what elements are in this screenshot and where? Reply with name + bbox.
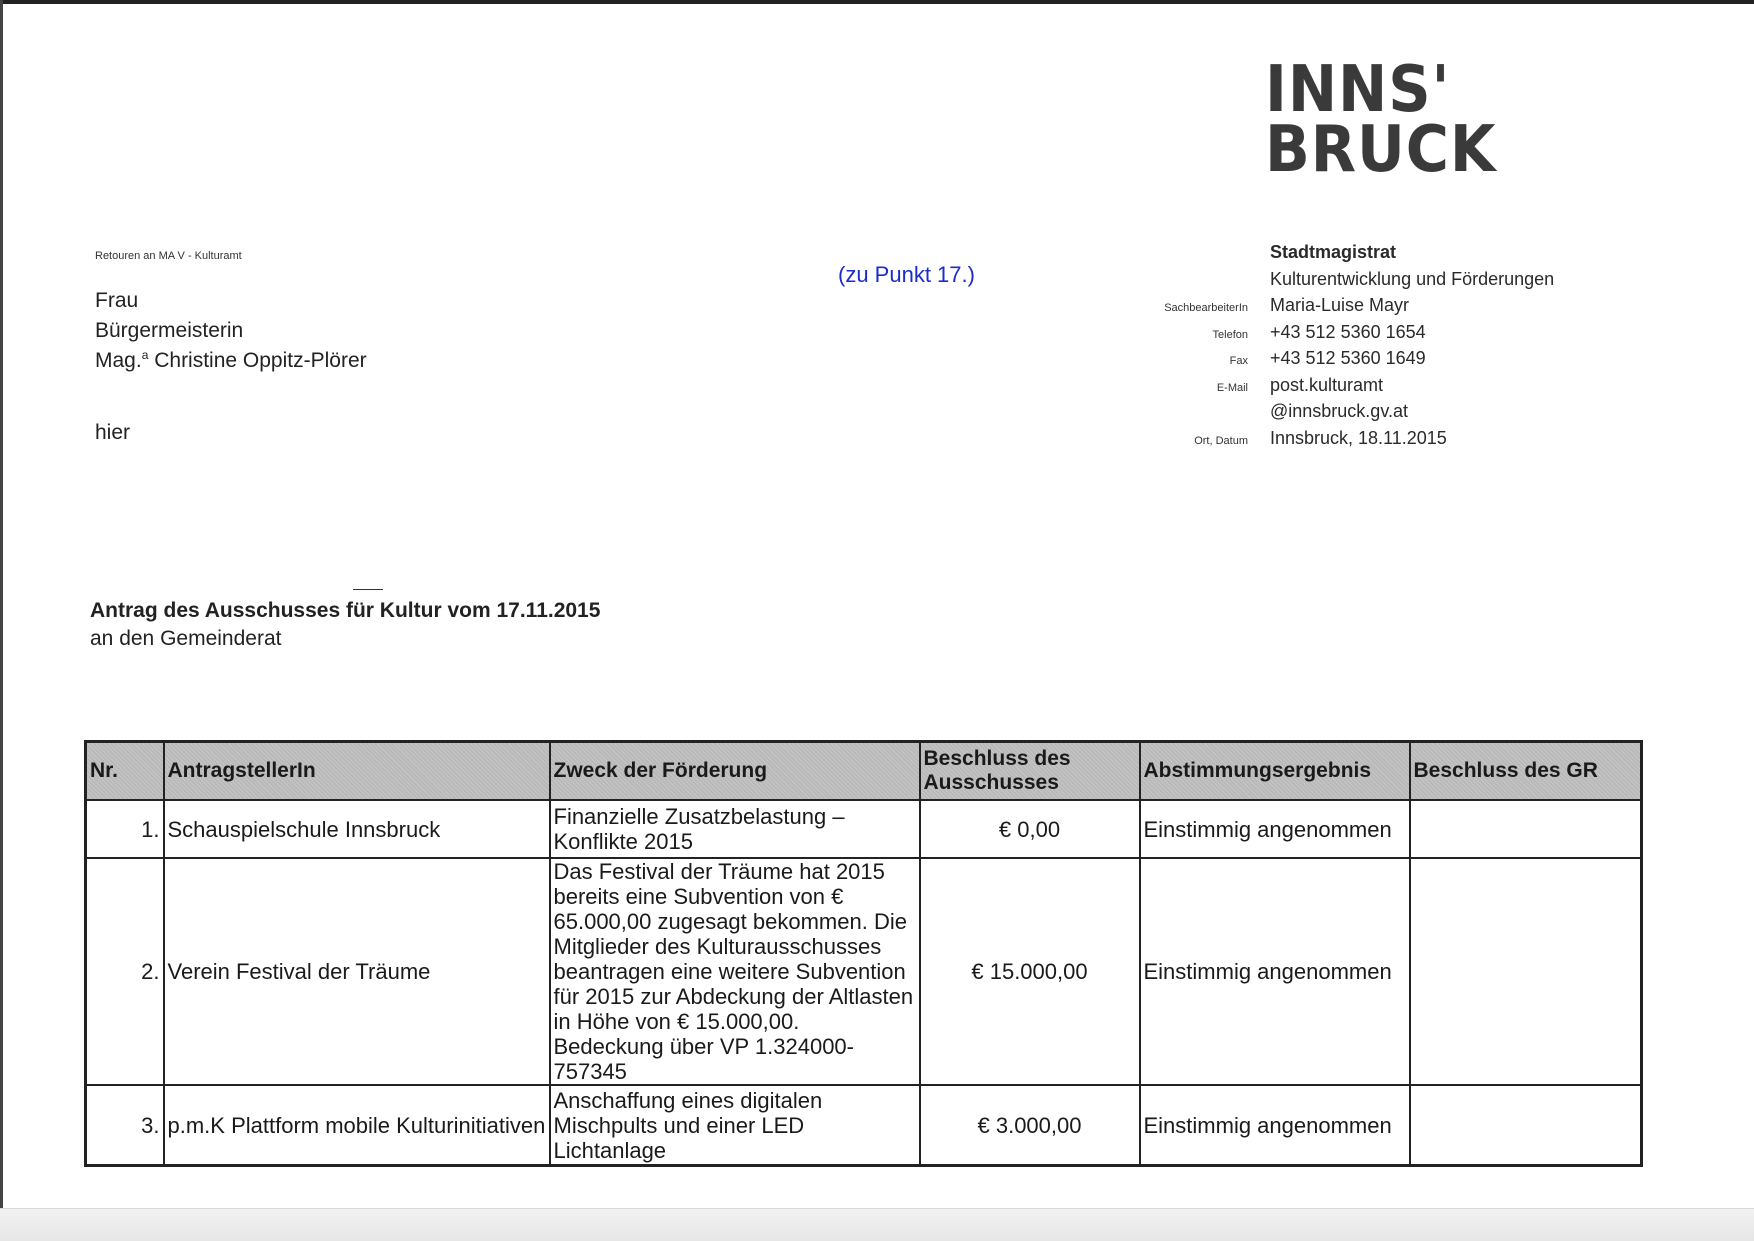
table-row <box>86 800 1642 858</box>
cell-purpose: Das Festival der Träume hat 2015 bereits eine Subvention von € 65.000,00 zugesagt bekommen. Die Mitglieder des Kulturausschusses beantragen eine weitere Subvention für 2015 zur Abdeckung der Altlasten in Höhe von € 15.000,00. Bedeckung über VP 1.324000-757345 <box>550 858 920 1085</box>
subsidy-table <box>84 740 1643 1167</box>
cell-nr: 3. <box>86 1085 164 1166</box>
cell-purpose: Anschaffung eines digitalen Mischpults und einer LED Lichtanlage <box>550 1085 920 1166</box>
cell-applicant: Verein Festival der Träume <box>164 858 550 1085</box>
office-row <box>1150 348 1570 375</box>
subject-subtitle: an den Gemeinderat <box>90 627 282 650</box>
column-header-vote-result: Abstimmungsergebnis <box>1140 742 1410 801</box>
fax-number: +43 512 5360 1649 <box>1270 348 1426 368</box>
email-line-2: @innsbruck.gv.at <box>1270 401 1408 421</box>
column-header-applicant: AntragstellerIn <box>164 742 550 801</box>
logo-line-1: INNS' <box>1265 53 1451 127</box>
recipient-salutation: Frau <box>95 289 139 312</box>
clerk-name: Maria-Luise Mayr <box>1270 295 1410 315</box>
cell-council-decision <box>1410 1085 1642 1166</box>
office-department: Stadtmagistrat <box>1270 242 1397 262</box>
date-label: Ort, Datum <box>1194 434 1248 447</box>
office-row <box>1150 242 1570 269</box>
table-row <box>86 1085 1642 1166</box>
scan-bottom-edge <box>0 1208 1754 1241</box>
recipient-degree: Mag. <box>95 349 142 372</box>
office-info-block <box>1150 242 1570 454</box>
recipient-location: hier <box>95 421 131 444</box>
fax-label: Fax <box>1229 355 1248 367</box>
email-line-1: post.kulturamt <box>1270 374 1384 395</box>
recipient-title: Bürgermeisterin <box>95 319 244 342</box>
page-top-edge <box>0 0 1754 4</box>
recipient-name <box>95 346 367 376</box>
recipient-fullname: Christine Oppitz-Plörer <box>154 349 367 372</box>
office-row <box>1150 375 1570 402</box>
cell-nr: 1. <box>86 800 164 858</box>
column-header-nr: Nr. <box>86 742 164 801</box>
cell-nr: 2. <box>86 858 164 1085</box>
return-address: Retouren an MA V - Kulturamt <box>95 250 242 262</box>
cell-council-decision <box>1410 800 1642 858</box>
column-header-council-decision: Beschluss des GR <box>1410 742 1642 801</box>
cell-decision: € 3.000,00 <box>920 1085 1140 1166</box>
handwritten-mark <box>353 589 383 590</box>
page-left-edge <box>0 0 3 1240</box>
column-header-purpose: Zweck der Förderung <box>550 742 920 801</box>
table-header-row <box>86 742 1642 801</box>
office-row <box>1150 428 1570 455</box>
cell-applicant: Schauspielschule Innsbruck <box>164 800 550 858</box>
cell-vote: Einstimmig angenommen <box>1140 1085 1410 1166</box>
email-label: E-Mail <box>1216 381 1248 394</box>
cell-purpose: Finanzielle Zusatzbelastung – Konflikte 2015 <box>550 800 920 858</box>
cell-decision: € 0,00 <box>920 800 1140 858</box>
office-row <box>1150 295 1570 322</box>
cell-vote: Einstimmig angenommen <box>1140 858 1410 1085</box>
phone-number: +43 512 5360 1654 <box>1270 321 1426 342</box>
subject-block <box>90 597 600 653</box>
office-row <box>1150 401 1570 428</box>
recipient-degree-sup: a <box>141 348 149 362</box>
logo-line-2: BRUCK <box>1265 113 1497 187</box>
column-header-committee-decision: Beschluss des Ausschusses <box>920 742 1140 801</box>
cell-vote: Einstimmig angenommen <box>1140 800 1410 858</box>
recipient-block <box>95 286 367 376</box>
cell-council-decision <box>1410 858 1642 1085</box>
clerk-label: SachbearbeiterIn <box>1164 302 1248 314</box>
agenda-annotation: (zu Punkt 17.) <box>838 262 975 287</box>
innsbruck-logo <box>1265 53 1525 187</box>
cell-applicant: p.m.K Plattform mobile Kulturinitiativen <box>164 1085 550 1166</box>
phone-label: Telefon <box>1212 328 1248 341</box>
office-row <box>1150 322 1570 349</box>
office-division: Kulturentwicklung und Förderungen <box>1270 268 1555 289</box>
office-row <box>1150 269 1570 296</box>
cell-decision: € 15.000,00 <box>920 858 1140 1085</box>
subject-title: Antrag des Ausschusses für Kultur vom 17.11.2015 <box>90 597 600 625</box>
place-date: Innsbruck, 18.11.2015 <box>1270 427 1447 448</box>
table-row <box>86 858 1642 1085</box>
